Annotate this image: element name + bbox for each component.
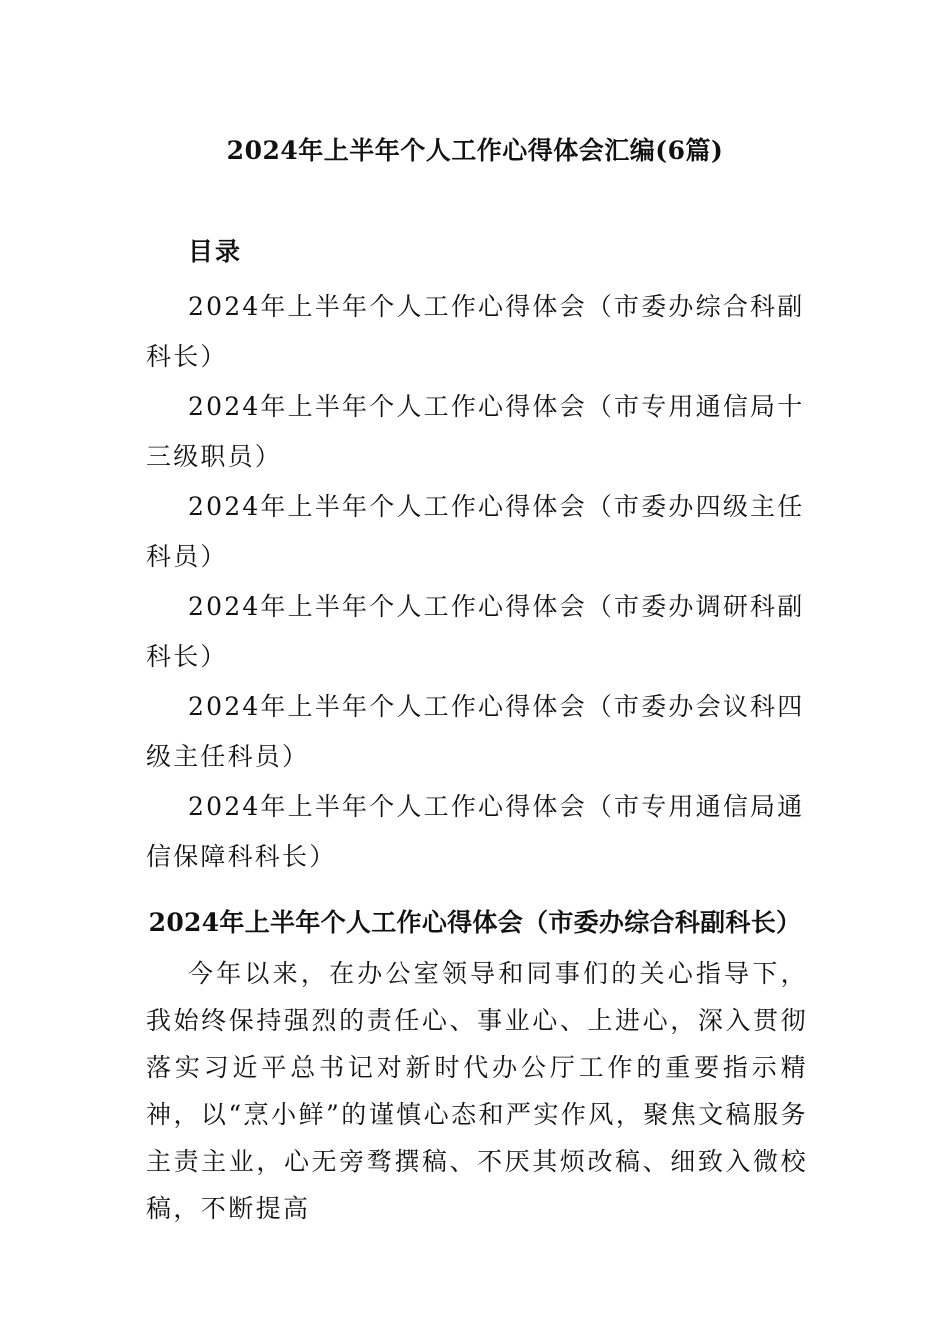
- toc-item[interactable]: 2024年上半年个人工作心得体会（市专用通信局十三级职员）: [146, 392, 805, 471]
- table-of-contents: [146, 282, 816, 882]
- toc-item[interactable]: 2024年上半年个人工作心得体会（市专用通信局通信保障科科长）: [146, 792, 805, 871]
- toc-item[interactable]: 2024年上半年个人工作心得体会（市委办综合科副科长）: [146, 292, 805, 371]
- body-paragraph: 今年以来，在办公室领导和同事们的关心指导下，我始终保持强烈的责任心、事业心、上进心，深入贯彻落实习近平总书记对新时代办公厅工作的重要指示精神，以“烹小鲜”的谨慎心态和严实作风，聚焦文稿服务主责主业，心无旁骛撰稿、不厌其烦改稿、细致入微校稿，不断提高: [146, 959, 808, 1223]
- toc-item[interactable]: 2024年上半年个人工作心得体会（市委办调研科副科长）: [146, 592, 805, 671]
- toc-item[interactable]: 2024年上半年个人工作心得体会（市委办会议科四级主任科员）: [146, 692, 805, 771]
- toc-item[interactable]: 2024年上半年个人工作心得体会（市委办四级主任科员）: [146, 492, 805, 571]
- section-title: 2024年上半年个人工作心得体会（市委办综合科副科长）: [148, 908, 802, 937]
- toc-heading: 目录: [188, 237, 243, 266]
- document-title: 2024年上半年个人工作心得体会汇编(6篇): [226, 136, 724, 165]
